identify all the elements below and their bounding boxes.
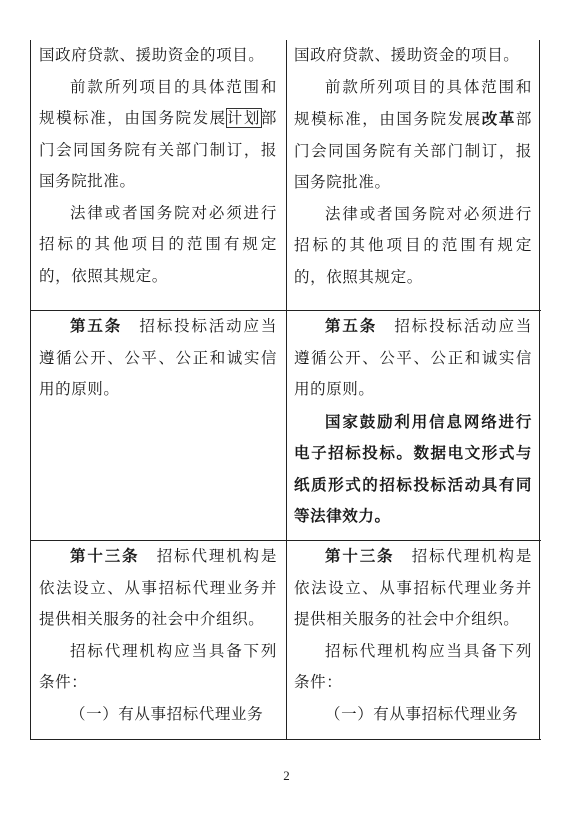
row3-left-p3: （一）有从事招标代理业务 (70, 704, 264, 723)
article-text: 招标投标活动应当遵循公开、公平、公正和诚实信用的原则。 (39, 317, 277, 398)
row1-right-cell (294, 40, 532, 293)
row3-left-p2: 招标代理机构应当具备下列条件： (39, 641, 277, 691)
article-number: 第十三条 (70, 546, 140, 565)
article-text: 招标代理机构是依法设立、从事招标代理业务并提供相关服务的社会中介组织。 (39, 547, 277, 628)
row2-right-article (294, 310, 532, 406)
row1-right-p1: 国政府贷款、援助资金的项目。 (294, 46, 520, 64)
article-number: 第五条 (325, 316, 378, 335)
row1-left-p1: 国政府贷款、援助资金的项目。 (39, 46, 265, 64)
row2-left-cell (39, 310, 277, 406)
row3-right-p2: 招标代理机构应当具备下列条件： (294, 641, 532, 691)
row1-left-p2 (39, 72, 277, 198)
row1-left-p3: 法律或者国务院对必须进行招标的其他项目的范围有规定的，依照其规定。 (39, 203, 277, 285)
row3-right-cell (294, 540, 532, 730)
row2-right-added-text: 国家鼓励利用信息网络进行电子招标投标。数据电文形式与纸质形式的招标投标活动具有同等法律效力。 (294, 411, 532, 525)
page-number: 2 (283, 768, 290, 783)
row1-right-p3: 法律或者国务院对必须进行招标的其他项目的范围有规定的，依照其规定。 (294, 204, 532, 286)
row2-left-article (39, 310, 277, 406)
row1-left-boxed-word: 计划 (226, 109, 261, 127)
comparison-table (30, 40, 540, 740)
row1-right-bold-word: 改革 (481, 109, 516, 128)
row2-right-cell (294, 310, 532, 532)
column-divider (286, 40, 287, 740)
row1-left-p2-post: 部门会同国务院有关部门制订，报国务院批准。 (39, 109, 277, 190)
row3-left-cell (39, 540, 277, 730)
article-text: 招标代理机构是依法设立、从事招标代理业务并提供相关服务的社会中介组织。 (294, 547, 532, 628)
article-number: 第五条 (70, 316, 123, 335)
table-bottom-border (31, 739, 541, 740)
article-text: 招标投标活动应当遵循公开、公平、公正和诚实信用的原则。 (294, 317, 532, 398)
row1-left-cell (39, 40, 277, 292)
row3-left-article (39, 540, 277, 636)
row3-right-p3: （一）有从事招标代理业务 (325, 704, 519, 723)
row3-right-article (294, 540, 532, 636)
row1-left-p2-pre: 前款所列项目的具体范围和规模标准，由国务院发展 (39, 77, 277, 127)
row1-right-p2 (294, 72, 532, 199)
article-number: 第十三条 (325, 546, 395, 565)
row1-right-p2-pre: 前款所列项目的具体范围和规模标准，由国务院发展 (294, 77, 532, 128)
row1-right-p2-post: 部门会同国务院有关部门制订，报国务院批准。 (294, 110, 532, 191)
